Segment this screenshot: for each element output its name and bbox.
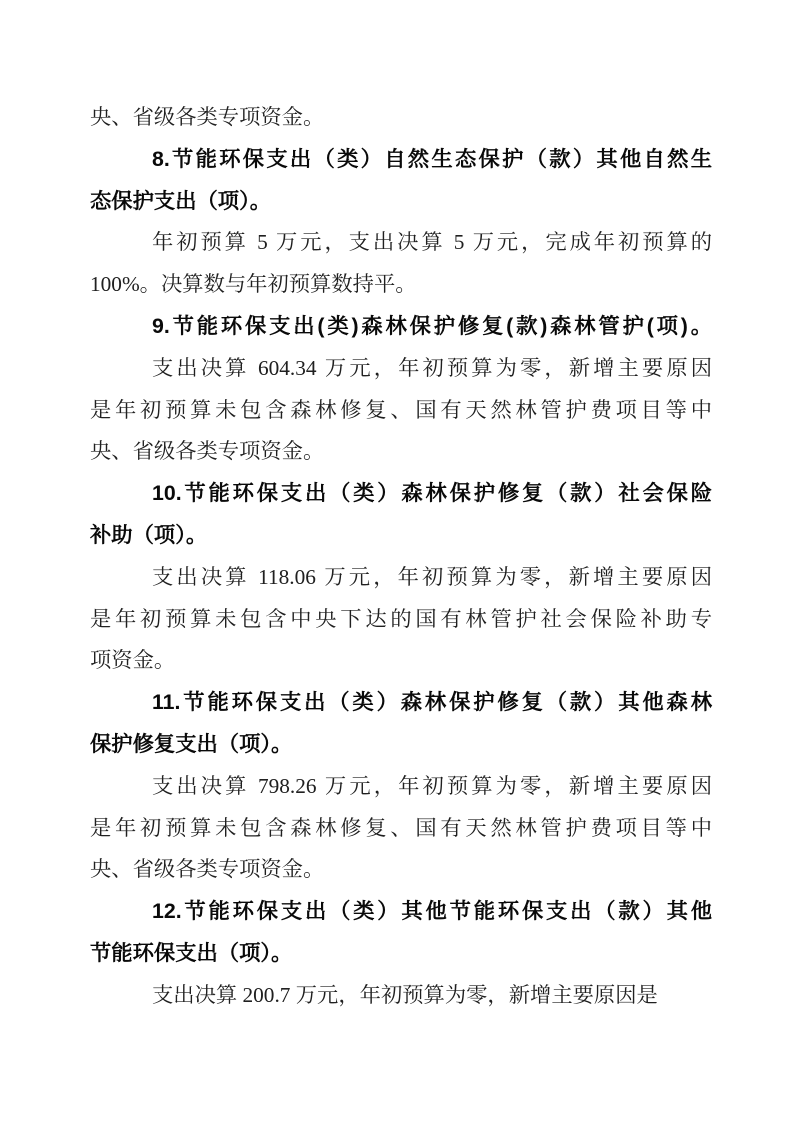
heading-item-9 [90,306,712,348]
body-line: 央、省级各类专项资金。 [90,105,325,129]
body-line: 央、省级各类专项资金。 [90,857,325,882]
body-line: 是年初预算未包含森林修复、国有天然林管护费项目等中 [90,397,712,422]
body-line: 支出决算 798.26 万元，年初预算为零，新增主要原因 [152,773,712,798]
body-line: 是年初预算未包含森林修复、国有天然林管护费项目等中 [90,815,712,840]
body-line: 年初预算 5 万元，支出决算 5 万元，完成年初预算的 [152,230,712,255]
heading-line: 8.节能环保支出（类）自然生态保护（款）其他自然生 [152,146,712,171]
body-item-10 [90,557,712,682]
body-line: 支出决算 200.7 万元，年初预算为零，新增主要原因是 [152,982,658,1007]
heading-line: 补助（项）。 [90,522,208,547]
heading-line: 9.节能环保支出(类)森林保护修复(款)森林管护(项)。 [152,313,712,338]
heading-item-8 [90,139,712,223]
para-continuation-7 [90,97,712,139]
heading-line: 10.节能环保支出（类）森林保护修复（款）社会保险 [152,481,712,506]
body-line: 是年初预算未包含中央下达的国有林管护社会保险补助专 [90,606,712,631]
body-item-8 [90,222,712,306]
body-line: 支出决算 118.06 万元，年初预算为零，新增主要原因 [152,564,712,589]
document-text-block [90,97,712,1017]
body-line: 支出决算 604.34 万元，年初预算为零，新增主要原因 [152,355,712,380]
heading-line: 12.节能环保支出（类）其他节能环保支出（款）其他 [152,899,712,924]
body-line: 央、省级各类专项资金。 [90,439,325,464]
heading-item-12 [90,891,712,975]
heading-line: 节能环保支出（项）。 [90,940,293,965]
heading-item-10 [90,473,712,557]
body-item-9 [90,348,712,473]
heading-line: 保护修复支出（项）。 [90,731,293,756]
heading-item-11 [90,682,712,766]
body-line: 项资金。 [90,648,176,673]
body-item-11 [90,766,712,891]
heading-line: 11.节能环保支出（类）森林保护修复（款）其他森林 [152,690,712,715]
body-line: 100%。决算数与年初预算数持平。 [90,272,417,297]
body-item-12 [90,975,712,1017]
heading-line: 态保护支出（项）。 [90,188,272,213]
